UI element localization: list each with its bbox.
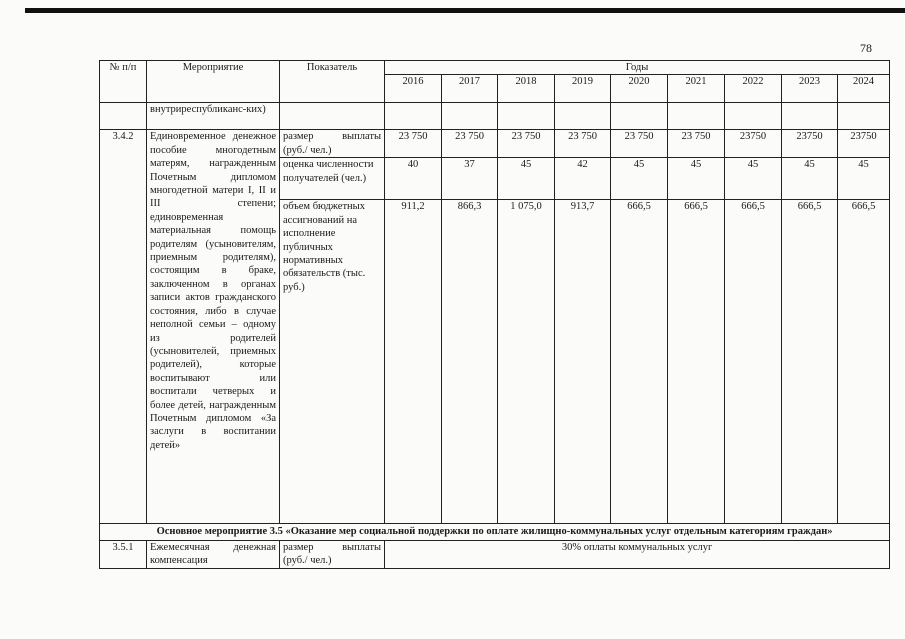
cell-num: 3.5.1 xyxy=(100,540,147,568)
cell-value: 23 750 xyxy=(442,130,498,158)
table-row xyxy=(100,130,890,158)
cell-value: 45 xyxy=(611,158,668,200)
cell-value: 23750 xyxy=(838,130,890,158)
table-row-carryover xyxy=(100,103,890,130)
cell-value: 23 750 xyxy=(385,130,442,158)
page-number: 78 xyxy=(860,41,872,55)
cell-indicator: размер выплаты (руб./ чел.) xyxy=(280,540,385,568)
cell-value: 913,7 xyxy=(555,200,611,524)
cell-value: 666,5 xyxy=(725,200,782,524)
cell-value: 23 750 xyxy=(498,130,555,158)
header-year: 2017 xyxy=(442,75,498,103)
section-title: Основное мероприятие 3.5 «Оказание мер социальной поддержки по оплате жилищно-коммунальных услуг отдельным категориям граждан» xyxy=(100,524,890,540)
cell-event: Единовременное денежное пособие многодетным матерям, награжденным Почетным дипломом многодетной матери I, II и III степени; единовременная материальная помощь родителям (усыновителям, приемным родителям), состоящим в браке, заключенном в органах записи актов гражданского состояния, либо в случае неполной семьи – одному из родителей (усыновителей, приемных родителей), которые воспитывают или воспитали четверых и более детей, награжденным Почетным дипломом «За заслуги в воспитании детей» xyxy=(147,130,280,524)
header-year: 2024 xyxy=(838,75,890,103)
header-years: Годы xyxy=(385,61,890,75)
cell-value: 911,2 xyxy=(385,200,442,524)
cell-num: 3.4.2 xyxy=(100,130,147,524)
header-year: 2020 xyxy=(611,75,668,103)
header-indicator: Показатель xyxy=(280,61,385,103)
cell-value: 23 750 xyxy=(555,130,611,158)
cell-value: 45 xyxy=(838,158,890,200)
header-num: № п/п xyxy=(100,61,147,103)
cell-value: 37 xyxy=(442,158,498,200)
header-year: 2023 xyxy=(782,75,838,103)
header-year: 2021 xyxy=(668,75,725,103)
cell-value: 23750 xyxy=(782,130,838,158)
cell-value: 45 xyxy=(668,158,725,200)
header-row-top xyxy=(100,61,890,75)
cell-value: 23 750 xyxy=(611,130,668,158)
cell-value: 23750 xyxy=(725,130,782,158)
header-event: Мероприятие xyxy=(147,61,280,103)
table-row xyxy=(100,540,890,568)
cell-value: 866,3 xyxy=(442,200,498,524)
cell-num xyxy=(100,103,147,130)
measures-table xyxy=(99,60,890,569)
cell-value: 45 xyxy=(498,158,555,200)
cell-indicator: оценка численности получателей (чел.) xyxy=(280,158,385,200)
cell-indicator: объем бюджетных ассигнований на исполнение публичных нормативных обязательств (тыс. руб.) xyxy=(280,200,385,524)
header-year: 2016 xyxy=(385,75,442,103)
cell-value: 23 750 xyxy=(668,130,725,158)
cell-value: 40 xyxy=(385,158,442,200)
header-year: 2019 xyxy=(555,75,611,103)
header-year: 2022 xyxy=(725,75,782,103)
cell-event: Ежемесячная денежная компенсация xyxy=(147,540,280,568)
section-row xyxy=(100,524,890,540)
cell-value: 666,5 xyxy=(782,200,838,524)
cell-value: 45 xyxy=(725,158,782,200)
cell-indicator: размер выплаты (руб./ чел.) xyxy=(280,130,385,158)
cell-value: 666,5 xyxy=(611,200,668,524)
cell-value: 666,5 xyxy=(838,200,890,524)
cell-value: 1 075,0 xyxy=(498,200,555,524)
page-top-border xyxy=(25,8,905,13)
header-year: 2018 xyxy=(498,75,555,103)
cell-indicator xyxy=(280,103,385,130)
cell-value: 42 xyxy=(555,158,611,200)
cell-event: внутриреспубликанс-ких) xyxy=(147,103,280,130)
cell-value-merged: 30% оплаты коммунальных услуг xyxy=(385,540,890,568)
cell-value: 666,5 xyxy=(668,200,725,524)
cell-value: 45 xyxy=(782,158,838,200)
